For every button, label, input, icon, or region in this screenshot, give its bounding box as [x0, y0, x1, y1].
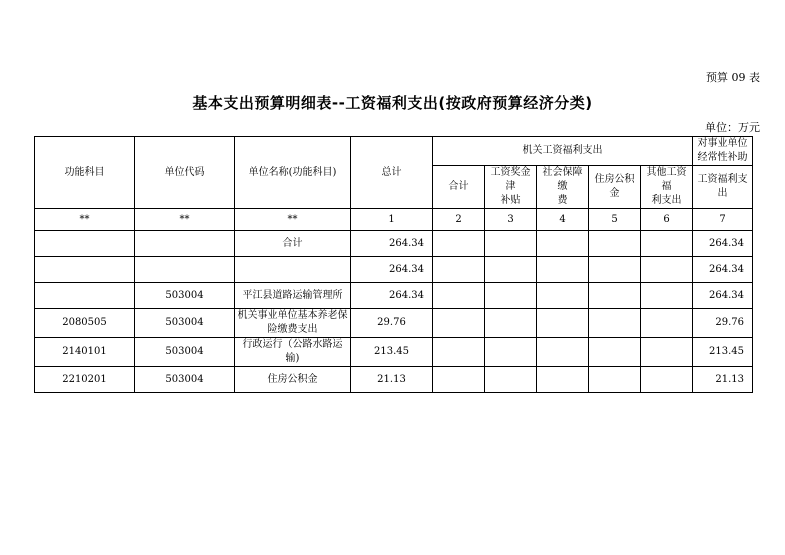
header-unit-name: 单位名称(功能科目)	[235, 137, 351, 209]
header-sub-total: 合计	[433, 166, 485, 209]
header-social-line1: 社会保障缴	[542, 167, 583, 192]
index-cell: **	[235, 209, 351, 231]
header-func-subject: 功能科目	[35, 137, 135, 209]
cell-c7: 21.13	[693, 367, 753, 393]
header-unit-code: 单位代码	[135, 137, 235, 209]
cell-total: 264.34	[351, 257, 433, 283]
cell-total: 29.76	[351, 309, 433, 338]
cell-c4	[537, 257, 589, 283]
index-cell: 4	[537, 209, 589, 231]
cell-name: 平江县道路运输管理所	[235, 283, 351, 309]
table-row	[35, 257, 753, 283]
cell-c3	[485, 367, 537, 393]
cell-func: 2210201	[35, 367, 135, 393]
cell-c6	[641, 257, 693, 283]
cell-c3	[485, 231, 537, 257]
cell-c3	[485, 257, 537, 283]
table-row	[35, 367, 753, 393]
cell-code: 503004	[135, 367, 235, 393]
budget-table	[34, 136, 753, 393]
cell-c7: 213.45	[693, 338, 753, 367]
cell-code: 503004	[135, 309, 235, 338]
table-row	[35, 283, 753, 309]
cell-name-line1: 机关事业单位基本养老保	[237, 310, 348, 321]
index-cell: 6	[641, 209, 693, 231]
cell-c5	[589, 309, 641, 338]
cell-c2	[433, 283, 485, 309]
cell-total: 213.45	[351, 338, 433, 367]
header-group-sub-line2: 经常性补助	[697, 152, 748, 163]
cell-c5	[589, 257, 641, 283]
cell-c6	[641, 231, 693, 257]
cell-total: 264.34	[351, 231, 433, 257]
cell-c2	[433, 309, 485, 338]
cell-name	[235, 309, 351, 338]
page-title: 基本支出预算明细表--工资福利支出(按政府预算经济分类)	[192, 94, 593, 112]
cell-c4	[537, 338, 589, 367]
index-cell: 2	[433, 209, 485, 231]
cell-c4	[537, 231, 589, 257]
cell-c7: 29.76	[693, 309, 753, 338]
table-row	[35, 231, 753, 257]
cell-c7: 264.34	[693, 283, 753, 309]
cell-c6	[641, 309, 693, 338]
index-cell: 7	[693, 209, 753, 231]
header-group-sub	[693, 137, 753, 166]
cell-c3	[485, 309, 537, 338]
header-social-line2: 费	[557, 195, 568, 206]
cell-c5	[589, 283, 641, 309]
header-other	[641, 166, 693, 209]
cell-name-line2: 险缴费支出	[267, 324, 318, 335]
cell-total: 21.13	[351, 367, 433, 393]
cell-c4	[537, 309, 589, 338]
cell-c7: 264.34	[693, 231, 753, 257]
header-housing: 住房公积金	[589, 166, 641, 209]
index-cell: **	[135, 209, 235, 231]
index-cell: **	[35, 209, 135, 231]
cell-name: 合计	[235, 231, 351, 257]
cell-c6	[641, 338, 693, 367]
header-welfare-line1: 工资福利支	[697, 174, 748, 185]
cell-c2	[433, 257, 485, 283]
cell-c5	[589, 231, 641, 257]
cell-code: 503004	[135, 283, 235, 309]
cell-c4	[537, 283, 589, 309]
index-row	[35, 209, 753, 231]
header-welfare	[693, 166, 753, 209]
table-row	[35, 338, 753, 367]
cell-c2	[433, 338, 485, 367]
cell-total: 264.34	[351, 283, 433, 309]
cell-code: 503004	[135, 338, 235, 367]
cell-c3	[485, 283, 537, 309]
header-wage-line2: 补贴	[500, 195, 521, 206]
cell-c4	[537, 367, 589, 393]
cell-name: 住房公积金	[235, 367, 351, 393]
header-social	[537, 166, 589, 209]
cell-c6	[641, 367, 693, 393]
cell-func	[35, 231, 135, 257]
header-welfare-line2: 出	[717, 188, 728, 199]
cell-func: 2140101	[35, 338, 135, 367]
cell-code	[135, 231, 235, 257]
header-wage-line1: 工资奖金津	[490, 167, 531, 192]
index-cell: 1	[351, 209, 433, 231]
cell-c7: 264.34	[693, 257, 753, 283]
form-number: 预算 09 表	[706, 71, 760, 84]
cell-name	[235, 257, 351, 283]
cell-c6	[641, 283, 693, 309]
cell-name: 行政运行（公路水路运输)	[235, 338, 351, 367]
header-wage	[485, 166, 537, 209]
header-row-1	[35, 137, 753, 166]
unit-label: 单位：万元	[705, 121, 760, 134]
cell-code	[135, 257, 235, 283]
cell-func	[35, 283, 135, 309]
header-group-org: 机关工资福利支出	[433, 137, 693, 166]
header-other-line1: 其他工资福	[646, 167, 687, 192]
cell-func	[35, 257, 135, 283]
cell-c5	[589, 367, 641, 393]
table-row	[35, 309, 753, 338]
header-other-line2: 利支出	[651, 195, 682, 206]
cell-c2	[433, 231, 485, 257]
header-total: 总计	[351, 137, 433, 209]
header-group-sub-line1: 对事业单位	[697, 138, 748, 149]
index-cell: 3	[485, 209, 537, 231]
cell-c5	[589, 338, 641, 367]
cell-c2	[433, 367, 485, 393]
cell-c3	[485, 338, 537, 367]
cell-func: 2080505	[35, 309, 135, 338]
index-cell: 5	[589, 209, 641, 231]
